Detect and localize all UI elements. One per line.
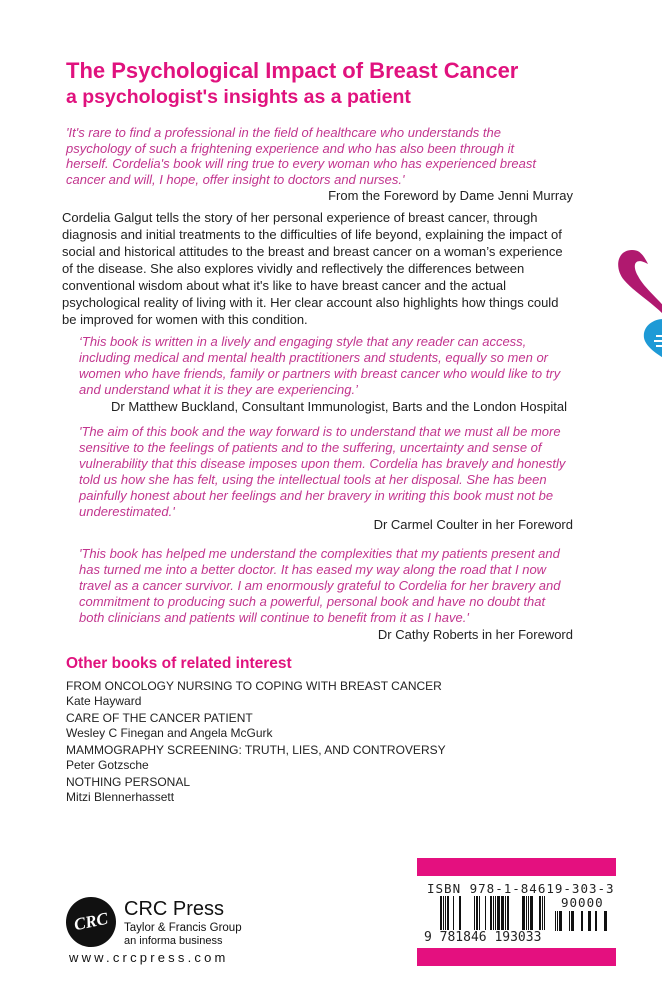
description-line: be improved for women with this condition. (62, 312, 308, 327)
barcode-stripe (544, 896, 545, 930)
barcode-stripe (588, 911, 591, 931)
barcode-stripe (539, 896, 541, 930)
book-item (66, 743, 446, 773)
quote-line: including medical and mental health practitioners and students, equally so men or (79, 350, 548, 365)
barcode-stripe (528, 896, 529, 930)
barcode-stripe (447, 896, 449, 930)
book-item-title: MAMMOGRAPHY SCREENING: TRUTH, LIES, AND CONTROVERSY (66, 743, 446, 757)
quote-line: ‘This book is written in a lively and engaging style that any reader can access, (79, 334, 527, 349)
barcode-stripe (495, 896, 496, 930)
quote-line: commitment to producing such a powerful, personal book and have no doubt that (79, 594, 546, 609)
barcode-stripe (440, 896, 442, 930)
description-line: of the disease. She also explores vividly and reflectively the differences between (62, 261, 525, 276)
barcode-stripe (505, 896, 506, 930)
description-line: social and historical attitudes to the breast and breast cancer on a woman’s experience (62, 244, 563, 259)
barcode-stripe (490, 896, 492, 930)
barcode-stripe (581, 911, 583, 931)
quote-line: travel as a cancer survivor. I am enormously grateful to Cordelia for her bravery and (79, 578, 561, 593)
book-item-author: Kate Hayward (66, 694, 142, 708)
barcode-stripe (557, 911, 558, 931)
barcode-stripe (476, 896, 478, 930)
barcode-stripe (453, 896, 454, 930)
quote-line: women who have friends, family or partners with breast cancer who would like to try (79, 366, 561, 381)
quote-line: cancer and will, I hope, offer insight to doctors and nurses.' (66, 171, 405, 187)
book-item (66, 679, 446, 709)
description-line: Cordelia Galgut tells the story of her personal experience of breast cancer, through (62, 210, 538, 225)
ean-number: 9 781846 193033 (424, 930, 542, 945)
quote-line: 'This book has helped me understand the complexities that my patients present and (79, 546, 560, 561)
description-line: conventional wisdom about what it's like to have breast cancer and the actual (62, 278, 507, 293)
description-line: diagnosis and initial treatments to the difficulties of life beyond, explaining the impact of (62, 227, 562, 242)
quote-line: underestimated.' (79, 504, 175, 519)
barcode-stripe (542, 896, 543, 930)
barcode-ean (437, 896, 547, 930)
publisher-name: CRC Press (124, 898, 225, 920)
quote-roberts (79, 546, 560, 626)
quote-buckland (79, 334, 560, 398)
quote-line: has turned me into a better doctor. It has eased my way along the road that I now (79, 562, 547, 577)
barcode-stripe (522, 896, 525, 930)
isbn-text: ISBN 978-1-84619-303-3 (427, 881, 615, 896)
quote-foreword-murray (66, 125, 536, 187)
barcode-stripe (604, 911, 607, 931)
book-title: The Psychological Impact of Breast Cancer (66, 58, 519, 83)
barcode-stripe (571, 911, 574, 931)
quote-line: told us how she has felt, using the intellectual tools at her disposal. She has been (79, 472, 547, 487)
description-line: psychological reality of living with it. Her clear account also highlights how things could (62, 295, 559, 310)
quote-line: painfully honest about her feelings and her bravery in writing this book must not be (79, 488, 554, 503)
book-item (66, 711, 446, 741)
barcode-stripe (526, 896, 527, 930)
barcode-stripe (501, 896, 504, 930)
quote-line: vulnerability that this disease imposes upon them. Cordelia has bravely and honestly (79, 456, 566, 471)
quote-line: 'The aim of this book and the way forward is to understand that we must all be more (79, 424, 561, 439)
barcode-stripe (479, 896, 480, 930)
barcode-stripe (459, 896, 461, 930)
publisher-business: an informa business (124, 935, 223, 947)
barcode-stripe (493, 896, 494, 930)
crc-logo-text: CRC (72, 908, 110, 935)
barcode-stripe (569, 911, 570, 931)
barcode-stripe (445, 896, 446, 930)
other-books-list (66, 679, 446, 807)
publisher-group: Taylor & Francis Group (124, 922, 242, 934)
book-subtitle: a psychologist's insights as a patient (66, 86, 411, 108)
other-books-heading: Other books of related interest (66, 655, 292, 672)
book-item-author: Wesley C Finegan and Angela McGurk (66, 726, 273, 740)
book-item (66, 775, 446, 805)
barcode-stripe (559, 911, 562, 931)
barcode-bottom-bar (417, 948, 616, 966)
barcode-stripe (497, 896, 500, 930)
barcode-stripe (507, 896, 509, 930)
ribbon-swirl-icon (612, 240, 662, 320)
quote-line: both clinicians and patients will continue to benefit from it as I have.' (79, 610, 469, 625)
quote-attribution: From the Foreword by Dame Jenni Murray (328, 188, 573, 203)
book-item-author: Mitzi Blennerhassett (66, 790, 175, 804)
quote-line: psychology of such a frightening experience and who has also been through it (66, 140, 515, 156)
quote-line: herself. Cordelia's book will ring true to every woman who has experienced breast (66, 156, 536, 171)
quote-attribution: Dr Carmel Coulter in her Foreword (373, 517, 573, 532)
barcode-stripe (443, 896, 444, 930)
book-item-title: FROM ONCOLOGY NURSING TO COPING WITH BREAST CANCER (66, 679, 442, 693)
book-description (62, 209, 563, 328)
barcode-stripe (595, 911, 597, 931)
barcode-stripe (530, 896, 533, 930)
barcode-stripe (474, 896, 475, 930)
quote-line: and understand what it is they are experiencing.’ (79, 382, 358, 397)
quote-coulter (79, 424, 565, 520)
quote-line: 'It's rare to find a professional in the field of healthcare who understands the (66, 125, 501, 140)
book-item-title: CARE OF THE CANCER PATIENT (66, 711, 253, 725)
quote-attribution: Dr Matthew Buckland, Consultant Immunologist, Barts and the London Hospital (111, 399, 567, 414)
crc-logo (61, 892, 120, 951)
barcode-addon (555, 911, 610, 931)
barcode-addon-number: 90000 (561, 895, 604, 910)
quote-attribution: Dr Cathy Roberts in her Foreword (377, 627, 573, 642)
barcode-stripe (485, 896, 486, 930)
quote-line: sensitive to the feelings of patients and to the suffering, uncertainty and sense of (79, 440, 542, 455)
barcode-stripe (555, 911, 556, 931)
book-item-title: NOTHING PERSONAL (66, 775, 191, 789)
publisher-url: www.crcpress.com (69, 950, 229, 965)
book-item-author: Peter Gotzsche (66, 758, 149, 772)
heart-icon (640, 318, 662, 363)
barcode-top-bar (417, 858, 616, 876)
